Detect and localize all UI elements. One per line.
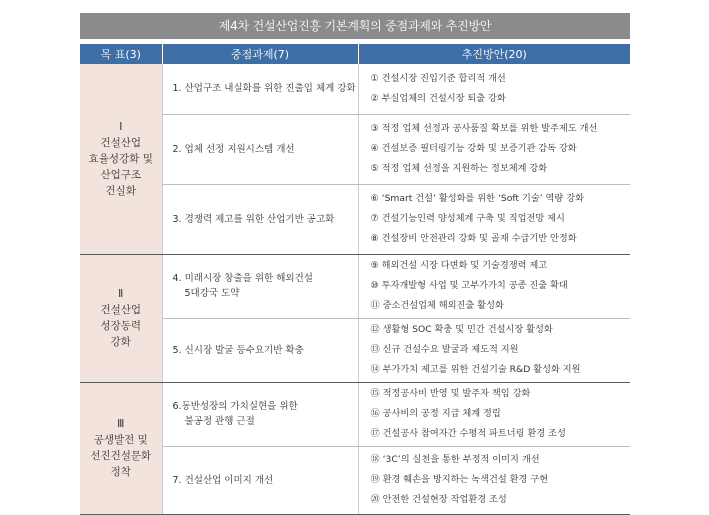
goal-text-line: 선진건설문화 (90, 450, 152, 462)
goal-text-line: 강화 (110, 336, 131, 348)
goal-text-line: 성장동력 (100, 320, 142, 332)
plan-item: ⑥ ‘Smart 건설’ 활성화를 위한 ‘Soft 기술’ 역량 강화 (370, 193, 584, 204)
table-row (80, 318, 630, 382)
table-row (80, 114, 630, 184)
goal-text-line: 산업구조 (100, 168, 142, 181)
goal-text-line: 공생발전 및 (93, 434, 148, 446)
plan-cell (358, 114, 630, 184)
goal-numeral: Ⅰ (119, 120, 123, 133)
task-cell (162, 184, 358, 254)
plan-item: ⑲ 환경 훼손을 방지하는 녹색건설 환경 구현 (370, 474, 549, 485)
plan-item: ⑰ 건설공사 참여자간 수평적 파트너링 환경 조성 (370, 428, 566, 439)
header-row (80, 44, 630, 64)
table-row (80, 382, 630, 446)
plan-item: ⑭ 부가가치 제고를 위한 건설기술 R&D 활성화 지원 (370, 364, 581, 375)
goal-numeral: Ⅲ (117, 418, 125, 430)
task-cell (162, 382, 358, 446)
task-cell (162, 254, 358, 318)
task-label: 6.동반성장의 가치실현을 위한 (172, 401, 298, 412)
goal-numeral: Ⅱ (118, 288, 124, 300)
plan-item: ⑮ 적정공사비 반영 및 발주자 책임 강화 (370, 388, 531, 399)
plan-item: ⑦ 건설기능인력 양성체계 구축 및 직업전망 제시 (370, 213, 565, 224)
header-task: 중점과제(7) (162, 44, 358, 64)
table-row (80, 254, 630, 318)
plan-cell (358, 318, 630, 382)
task-cell (162, 318, 358, 382)
goal-text-line: 정착 (110, 466, 131, 478)
plan-cell (358, 184, 630, 254)
goal-cell-2 (80, 254, 162, 382)
task-label: 불공정 관행 근절 (184, 416, 255, 427)
plan-item: ⑯ 공사비의 공정 지급 체계 정립 (370, 408, 501, 419)
task-label: 4. 미래시장 창출을 위한 해외건설 (172, 273, 313, 284)
plan-item: ⑨ 해외건설 시장 다변화 및 기술경쟁력 제고 (370, 260, 548, 271)
task-cell (162, 446, 358, 514)
table-row (80, 446, 630, 514)
task-cell (162, 64, 358, 114)
task-label: 3. 경쟁력 제고를 위한 산업기반 공고화 (172, 213, 335, 225)
plan-item: ⑩ 투자개발형 사업 및 고부가가치 공종 진출 확대 (370, 280, 568, 291)
goal-cell-3 (80, 382, 162, 514)
goal-text-line: 건설산업 (100, 304, 142, 316)
plan-item: ⑳ 안전한 건설현장 작업환경 조성 (370, 494, 507, 505)
header-goal: 목 표(3) (80, 44, 162, 64)
table-title: 제4차 건설산업진흥 기본계획의 중점과제와 추진방안 (80, 13, 630, 39)
task-label: 7. 건설산업 이미지 개선 (172, 474, 274, 486)
plan-cell (358, 64, 630, 114)
goal-text-line: 건실화 (105, 184, 136, 197)
goal-cell-1 (80, 64, 162, 254)
task-cell (162, 114, 358, 184)
plan-cell (358, 446, 630, 514)
plan-item: ⑱ ‘3C’의 실천을 통한 부정적 이미지 개선 (370, 454, 540, 465)
plan-item: ⑧ 건설장비 안전관리 강화 및 골재 수급기반 안정화 (370, 233, 577, 244)
plan-item: ① 건설시장 진입기준 합리적 개선 (370, 72, 506, 84)
header-plan: 추진방안(20) (358, 44, 630, 64)
plan-cell (358, 254, 630, 318)
table-row (80, 64, 630, 114)
plan-item: ⑫ 생활형 SOC 확충 및 민간 건설시장 활성화 (370, 324, 553, 335)
plan-cell (358, 382, 630, 446)
plan-item: ⑬ 신규 건설수요 발굴과 제도적 지원 (370, 344, 519, 355)
plan-item: ⑪ 중소건설업체 해외진출 활성화 (370, 300, 504, 311)
task-label: 1. 산업구조 내실화를 위한 진출입 체계 강화 (172, 83, 356, 95)
task-label: 5대강국 도약 (184, 288, 240, 299)
plan-item: ④ 건설보증 필터링기능 강화 및 보증기관 감독 강화 (370, 143, 577, 154)
plan-item: ② 부실업체의 건설시장 퇴출 강화 (370, 92, 506, 104)
table-row (80, 184, 630, 254)
plan-item: ⑤ 적정 업체 선정을 지원하는 정보체계 강화 (370, 163, 548, 174)
plan-table (80, 44, 630, 515)
task-label: 5. 신시장 발굴 등수요기반 확충 (172, 344, 304, 356)
task-label: 2. 업체 선정 지원시스템 개선 (172, 143, 295, 155)
plan-item: ③ 적정 업체 선정과 공사품질 확보를 위한 발주제도 개선 (370, 123, 598, 134)
goal-text-line: 건설산업 (100, 136, 142, 149)
goal-text-line: 효율성강화 및 (88, 152, 153, 165)
